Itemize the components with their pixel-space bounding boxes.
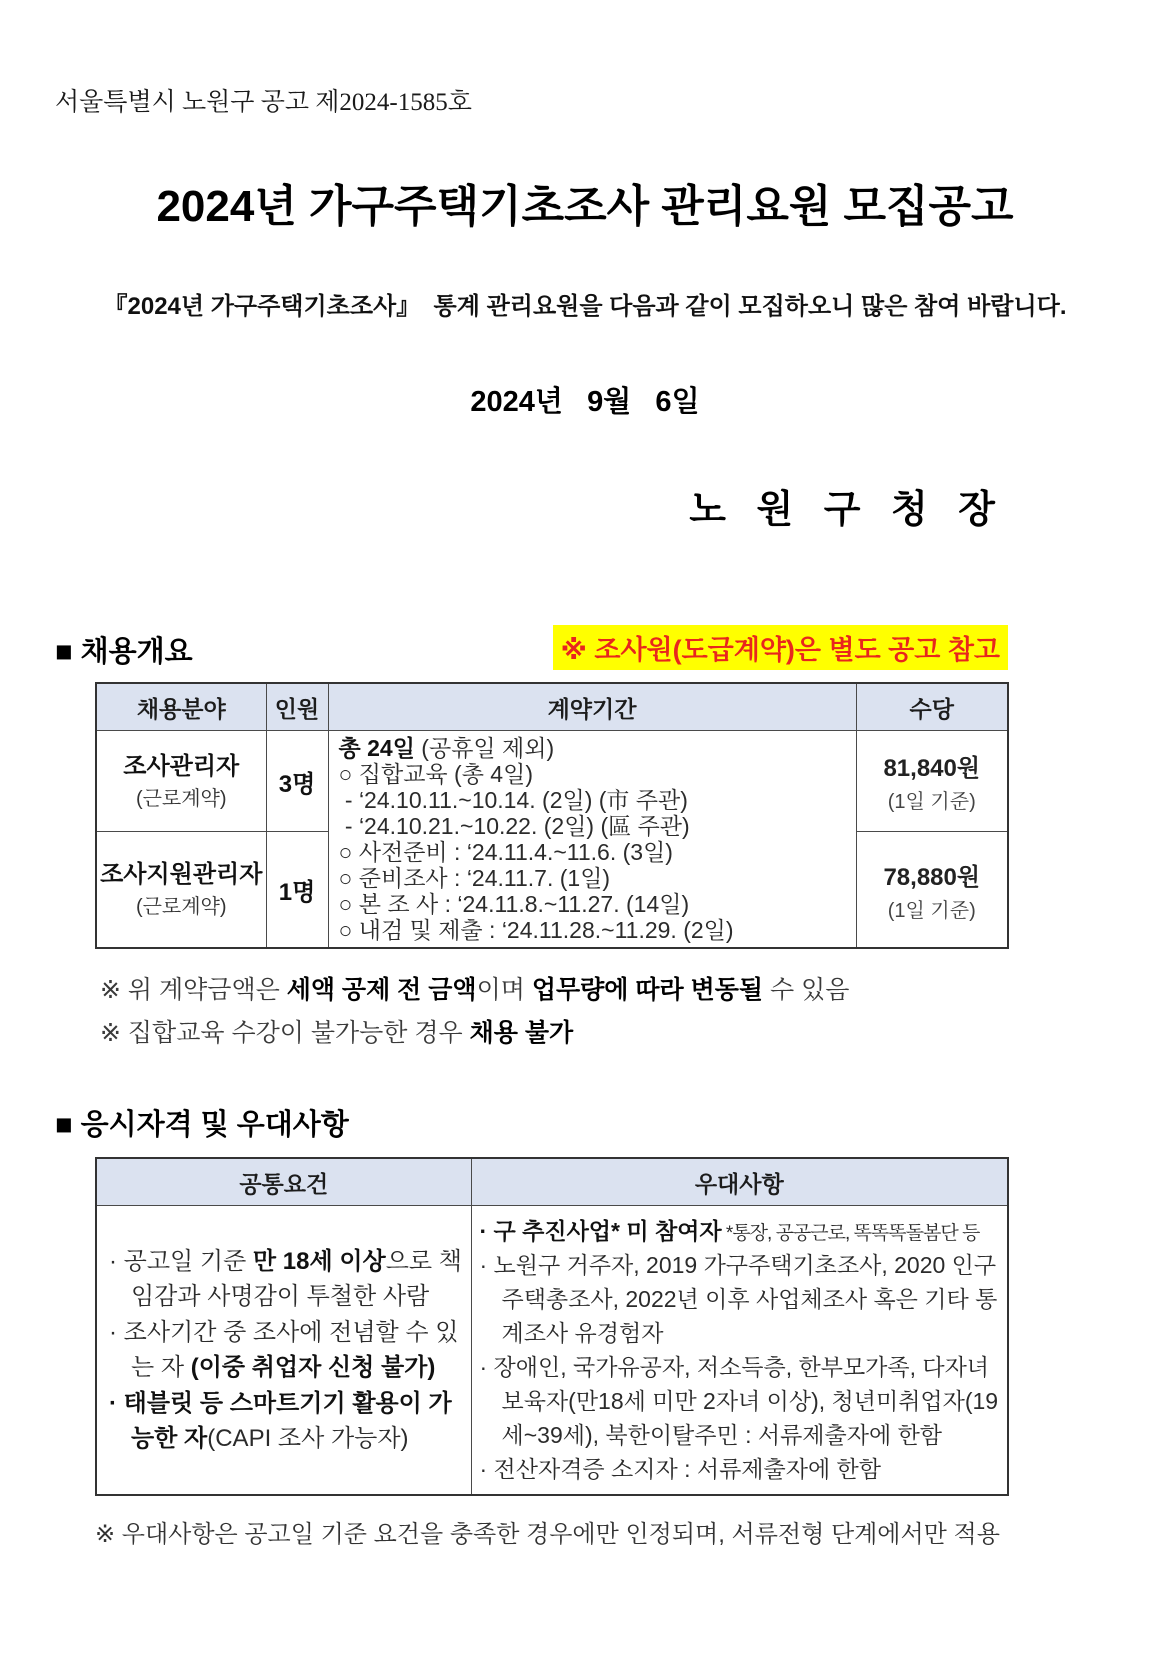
announcement-date: 2024년 9월 6일 <box>470 386 700 418</box>
recruit-section-header <box>0 625 1170 670</box>
period-line-total: 총 24일 (공휴일 제외) <box>338 735 555 761</box>
field-cell-1 <box>96 731 266 832</box>
qualify-table <box>95 1157 1009 1496</box>
recruit-notes <box>100 969 1170 1054</box>
field-sub-1: (근로계약) <box>135 787 227 810</box>
field-cell-2 <box>96 832 266 948</box>
qualify-note: ※ 우대사항은 공고일 기준 요건을 충족한 경우에만 인정되며, 서류전형 단계에서만 적용 <box>95 1521 1000 1549</box>
period-cell <box>328 731 856 949</box>
common-cell <box>96 1206 471 1496</box>
pref-bullet-experience: · 노원구 거주자, 2019 가구주택기초조사, 2020 인구주택총조사, 2022년 이후 사업체조사 혹은 기타 통계조사 유경험자 <box>479 1252 998 1347</box>
pref-cell <box>471 1206 1008 1496</box>
count-cell-1 <box>266 731 328 832</box>
period-line: - ‘24.10.11.~10.14. (2일) (市 주관) <box>338 787 688 813</box>
subtitle: 『2024년 가구주택기초조사』 통계 관리요원을 다음과 같이 모집하오니 많은 참여 바랍니다. <box>103 293 1067 320</box>
table-row <box>96 1206 1008 1496</box>
period-line: ○ 사전준비 : ‘24.11.4.~11.6. (3일) <box>338 839 673 865</box>
recruit-table-header-row <box>96 683 1008 731</box>
pref-bullet-program: · 구 추진사업* 미 참여자 *통장, 공공근로, 똑똑똑돌봄단 등 <box>479 1218 980 1244</box>
header-pref: 우대사항 <box>471 1158 1008 1206</box>
signer-title: 노 원 구 청 장 <box>689 489 1005 531</box>
common-bullet-age: · 공고일 기준 만 18세 이상으로 책임감과 사명감이 투철한 사람 <box>109 1247 462 1311</box>
common-bullet-commitment: · 조사기간 중 조사에 전념할 수 있는 자 (이중 취업자 신청 불가) <box>109 1318 459 1382</box>
pay-cell-1 <box>856 731 1008 832</box>
field-name-1: 조사관리자 <box>123 752 240 780</box>
qualify-section-header <box>0 1102 1170 1143</box>
note-contract-amount: ※ 위 계약금액은 세액 공제 전 금액이며 업무량에 따라 변동될 수 있음 <box>100 976 850 1004</box>
header-common: 공통요건 <box>96 1158 471 1206</box>
pay-sub-1: (1일 기준) <box>887 791 976 813</box>
table-row <box>96 731 1008 832</box>
field-name-2: 조사지원관리자 <box>100 861 263 888</box>
header-count: 인원 <box>266 683 328 731</box>
recruit-heading: ■ 채용개요 <box>55 636 193 668</box>
pay-cell-2 <box>856 832 1008 948</box>
header-period: 계약기간 <box>328 683 856 731</box>
count-cell-2 <box>266 832 328 948</box>
count-1: 3명 <box>278 770 316 798</box>
common-bullet-device: · 태블릿 등 스마트기기 활용이 가능한 자(CAPI 조사 가능자) <box>109 1389 452 1453</box>
period-line: ○ 준비조사 : ‘24.11.7. (1일) <box>338 865 611 891</box>
qualify-table-header-row <box>96 1158 1008 1206</box>
doc-number: 서울특별시 노원구 공고 제2024-1585호 <box>55 89 472 116</box>
field-sub-2: (근로계약) <box>135 896 227 918</box>
pay-sub-2: (1일 기준) <box>887 899 976 922</box>
pay-1: 81,840원 <box>883 755 981 782</box>
pay-2: 78,880원 <box>883 863 981 891</box>
pref-bullet-certificate: · 전산자격증 소지자 : 서류제출자에 한함 <box>479 1456 881 1483</box>
period-line: ○ 본 조 사 : ‘24.11.8.~11.27. (14일) <box>338 891 690 917</box>
count-2: 1명 <box>278 879 316 906</box>
period-line: - ‘24.10.21.~10.22. (2일) (區 주관) <box>338 813 690 839</box>
page-title: 2024년 가구주택기초조사 관리요원 모집공고 <box>156 182 1014 231</box>
header-field: 채용분야 <box>96 683 266 731</box>
header-pay: 수당 <box>856 683 1008 731</box>
recruit-highlight-note: ※ 조사원(도급계약)은 별도 공고 참고 <box>553 625 1008 670</box>
pref-bullet-groups: · 장애인, 국가유공자, 저소득층, 한부모가족, 다자녀보육자(만18세 미만 2자녀 이상), 청년미취업자(19세~39세), 북한이탈주민 : 서류제출자에 한함 <box>479 1354 999 1449</box>
period-line: ○ 내검 및 제출 : ‘24.11.28.~11.29. (2일) <box>338 917 734 943</box>
qualify-heading: ■ 응시자격 및 우대사항 <box>55 1109 349 1141</box>
note-training-required: ※ 집합교육 수강이 불가능한 경우 채용 불가 <box>100 1018 574 1047</box>
recruit-table <box>95 682 1009 949</box>
period-line: ○ 집합교육 (총 4일) <box>338 761 533 787</box>
